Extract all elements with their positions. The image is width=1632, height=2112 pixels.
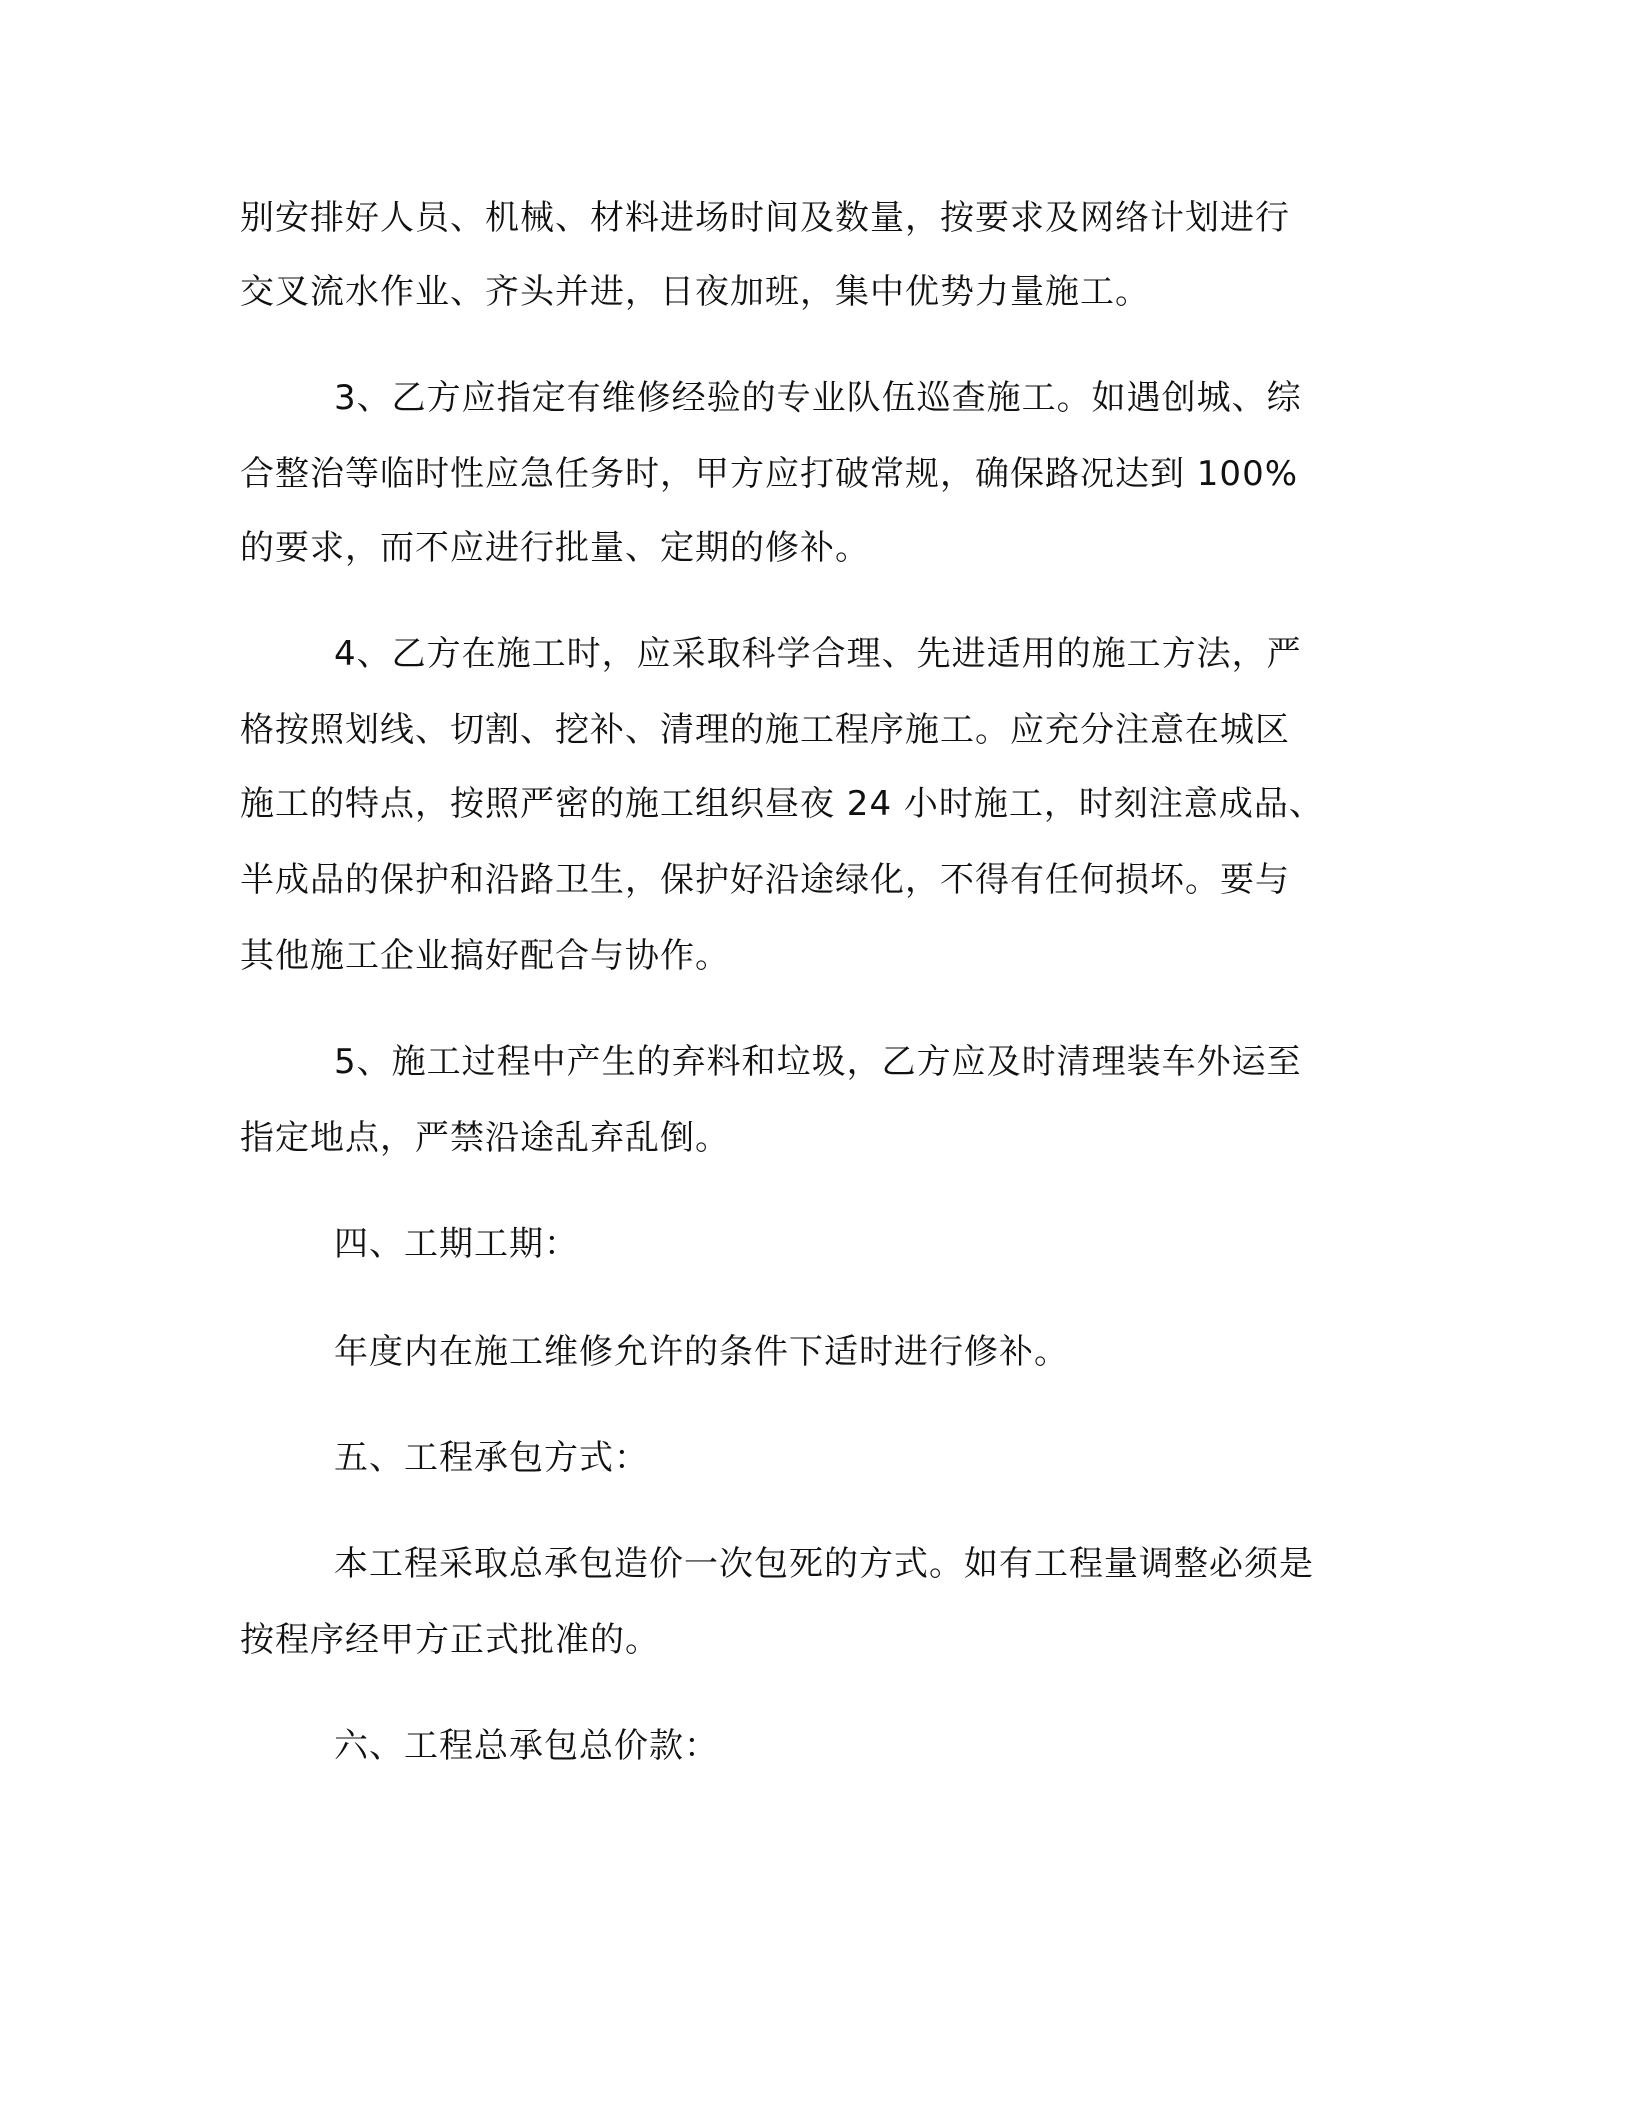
section-heading-5: 五、工程承包方式：	[334, 1438, 649, 1478]
text-line: 其他施工企业搞好配合与协作。	[240, 936, 730, 976]
paragraph-4-line: 4、乙方在施工时，应采取科学合理、先进适用的施工方法，严	[334, 634, 1302, 674]
section-heading-4: 四、工期工期：	[334, 1224, 579, 1264]
text-line: 交叉流水作业、齐头并进，日夜加班，集中优势力量施工。	[240, 272, 1150, 312]
text-line: 合整治等临时性应急任务时，甲方应打破常规，确保路况达到 100%	[240, 454, 1299, 494]
paragraph-5-line: 5、施工过程中产生的弃料和垃圾，乙方应及时清理装车外运至	[334, 1042, 1302, 1082]
text-line: 年度内在施工维修允许的条件下适时进行修补。	[334, 1332, 1069, 1372]
text-line: 的要求，而不应进行批量、定期的修补。	[240, 528, 870, 568]
section-heading-6: 六、工程总承包总价款：	[334, 1726, 719, 1766]
text-line: 半成品的保护和沿路卫生，保护好沿途绿化，不得有任何损坏。要与	[240, 860, 1290, 900]
text-line: 本工程采取总承包造价一次包死的方式。如有工程量调整必须是	[334, 1544, 1314, 1584]
text-line: 按程序经甲方正式批准的。	[240, 1620, 660, 1660]
text-line: 指定地点，严禁沿途乱弃乱倒。	[240, 1118, 730, 1158]
text-line: 施工的特点，按照严密的施工组织昼夜 24 小时施工，时刻注意成品、	[240, 784, 1324, 824]
text-line: 格按照划线、切割、挖补、清理的施工程序施工。应充分注意在城区	[240, 710, 1290, 750]
text-line: 别安排好人员、机械、材料进场时间及数量，按要求及网络计划进行	[240, 198, 1290, 238]
paragraph-3-line: 3、乙方应指定有维修经验的专业队伍巡查施工。如遇创城、综	[334, 378, 1302, 418]
